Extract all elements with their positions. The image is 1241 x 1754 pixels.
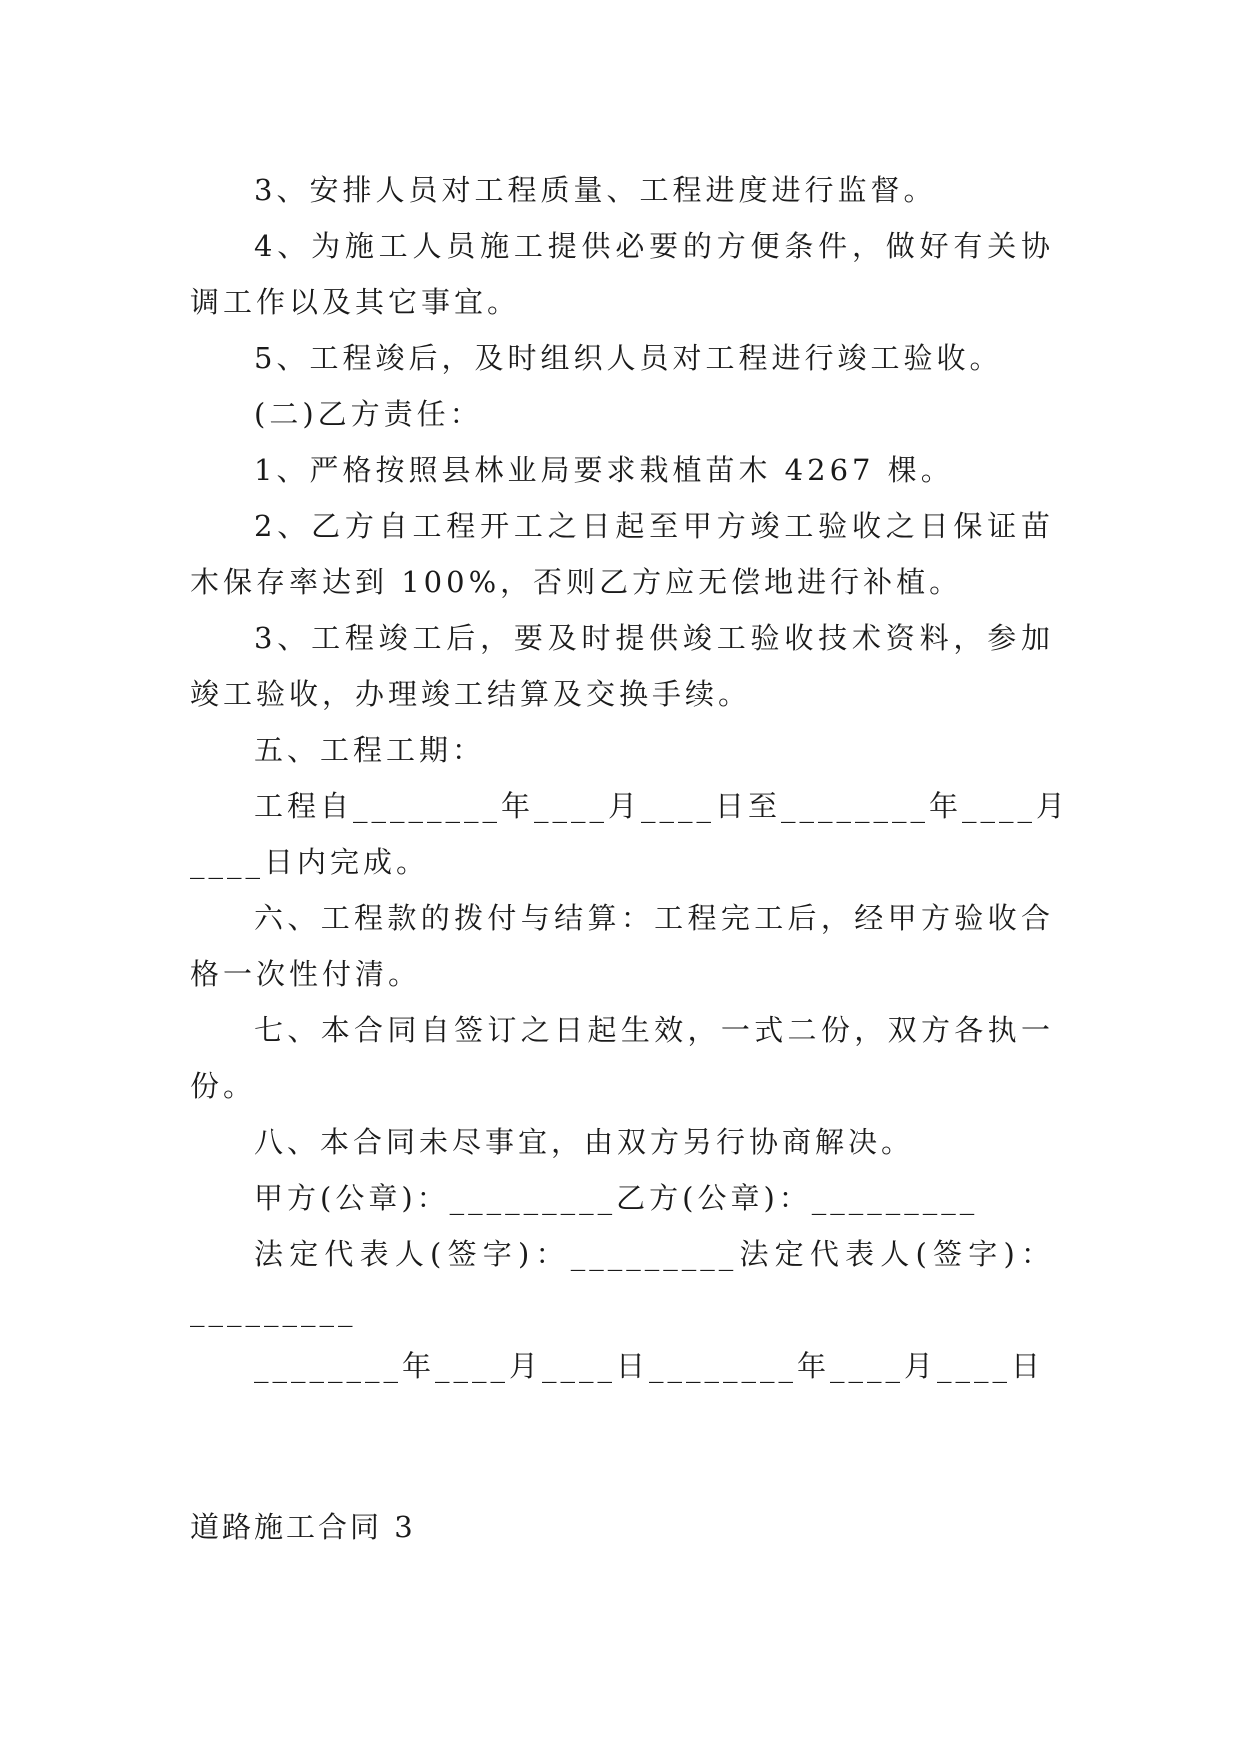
clause-contractor-2-line-2: 木保存率达到 100%，否则乙方应无偿地进行补植。 (190, 565, 963, 599)
seal-signature-line: 甲方(公章)：_________乙方(公章)：_________ (254, 1181, 979, 1215)
section-payment-line-2: 格一次性付清。 (190, 957, 422, 991)
representative-signature-line: 法定代表人(签字)：_________法定代表人(签字)： (254, 1237, 1054, 1271)
schedule-line-1: 工程自________年____月____日至________年____月 (254, 789, 1070, 823)
clause-owner-4-line-2: 调工作以及其它事宜。 (190, 285, 521, 319)
section-schedule-heading: 五、工程工期： (254, 733, 486, 767)
clause-contractor-2-line-1: 2、乙方自工程开工之日起至甲方竣工验收之日保证苗 (254, 509, 1054, 543)
clause-owner-5: 5、工程竣后，及时组织人员对工程进行竣工验收。 (254, 341, 1003, 375)
section-effect-line-1: 七、本合同自签订之日起生效，一式二份，双方各执一 (254, 1013, 1054, 1047)
section-contractor-heading: (二)乙方责任： (254, 397, 483, 431)
representative-signature-blank: _________ (190, 1293, 357, 1327)
clause-owner-3: 3、安排人员对工程质量、工程进度进行监督。 (254, 173, 937, 207)
section-effect-line-2: 份。 (190, 1069, 257, 1103)
clause-contractor-3-line-2: 竣工验收，办理竣工结算及交换手续。 (190, 677, 752, 711)
date-line: ________年____月____日________年____月____日 (254, 1349, 1045, 1383)
schedule-line-2: ____日内完成。 (190, 845, 430, 879)
clause-contractor-1: 1、严格按照县林业局要求栽植苗木 4267 棵。 (254, 453, 954, 487)
clause-contractor-3-line-1: 3、工程竣工后，要及时提供竣工验收技术资料，参加 (254, 621, 1054, 655)
section-misc: 八、本合同未尽事宜，由双方另行协商解决。 (254, 1125, 915, 1159)
section-payment-line-1: 六、工程款的拨付与结算：工程完工后，经甲方验收合 (254, 901, 1054, 935)
clause-owner-4-line-1: 4、为施工人员施工提供必要的方便条件，做好有关协 (254, 229, 1054, 263)
next-document-title: 道路施工合同 3 (190, 1510, 416, 1544)
